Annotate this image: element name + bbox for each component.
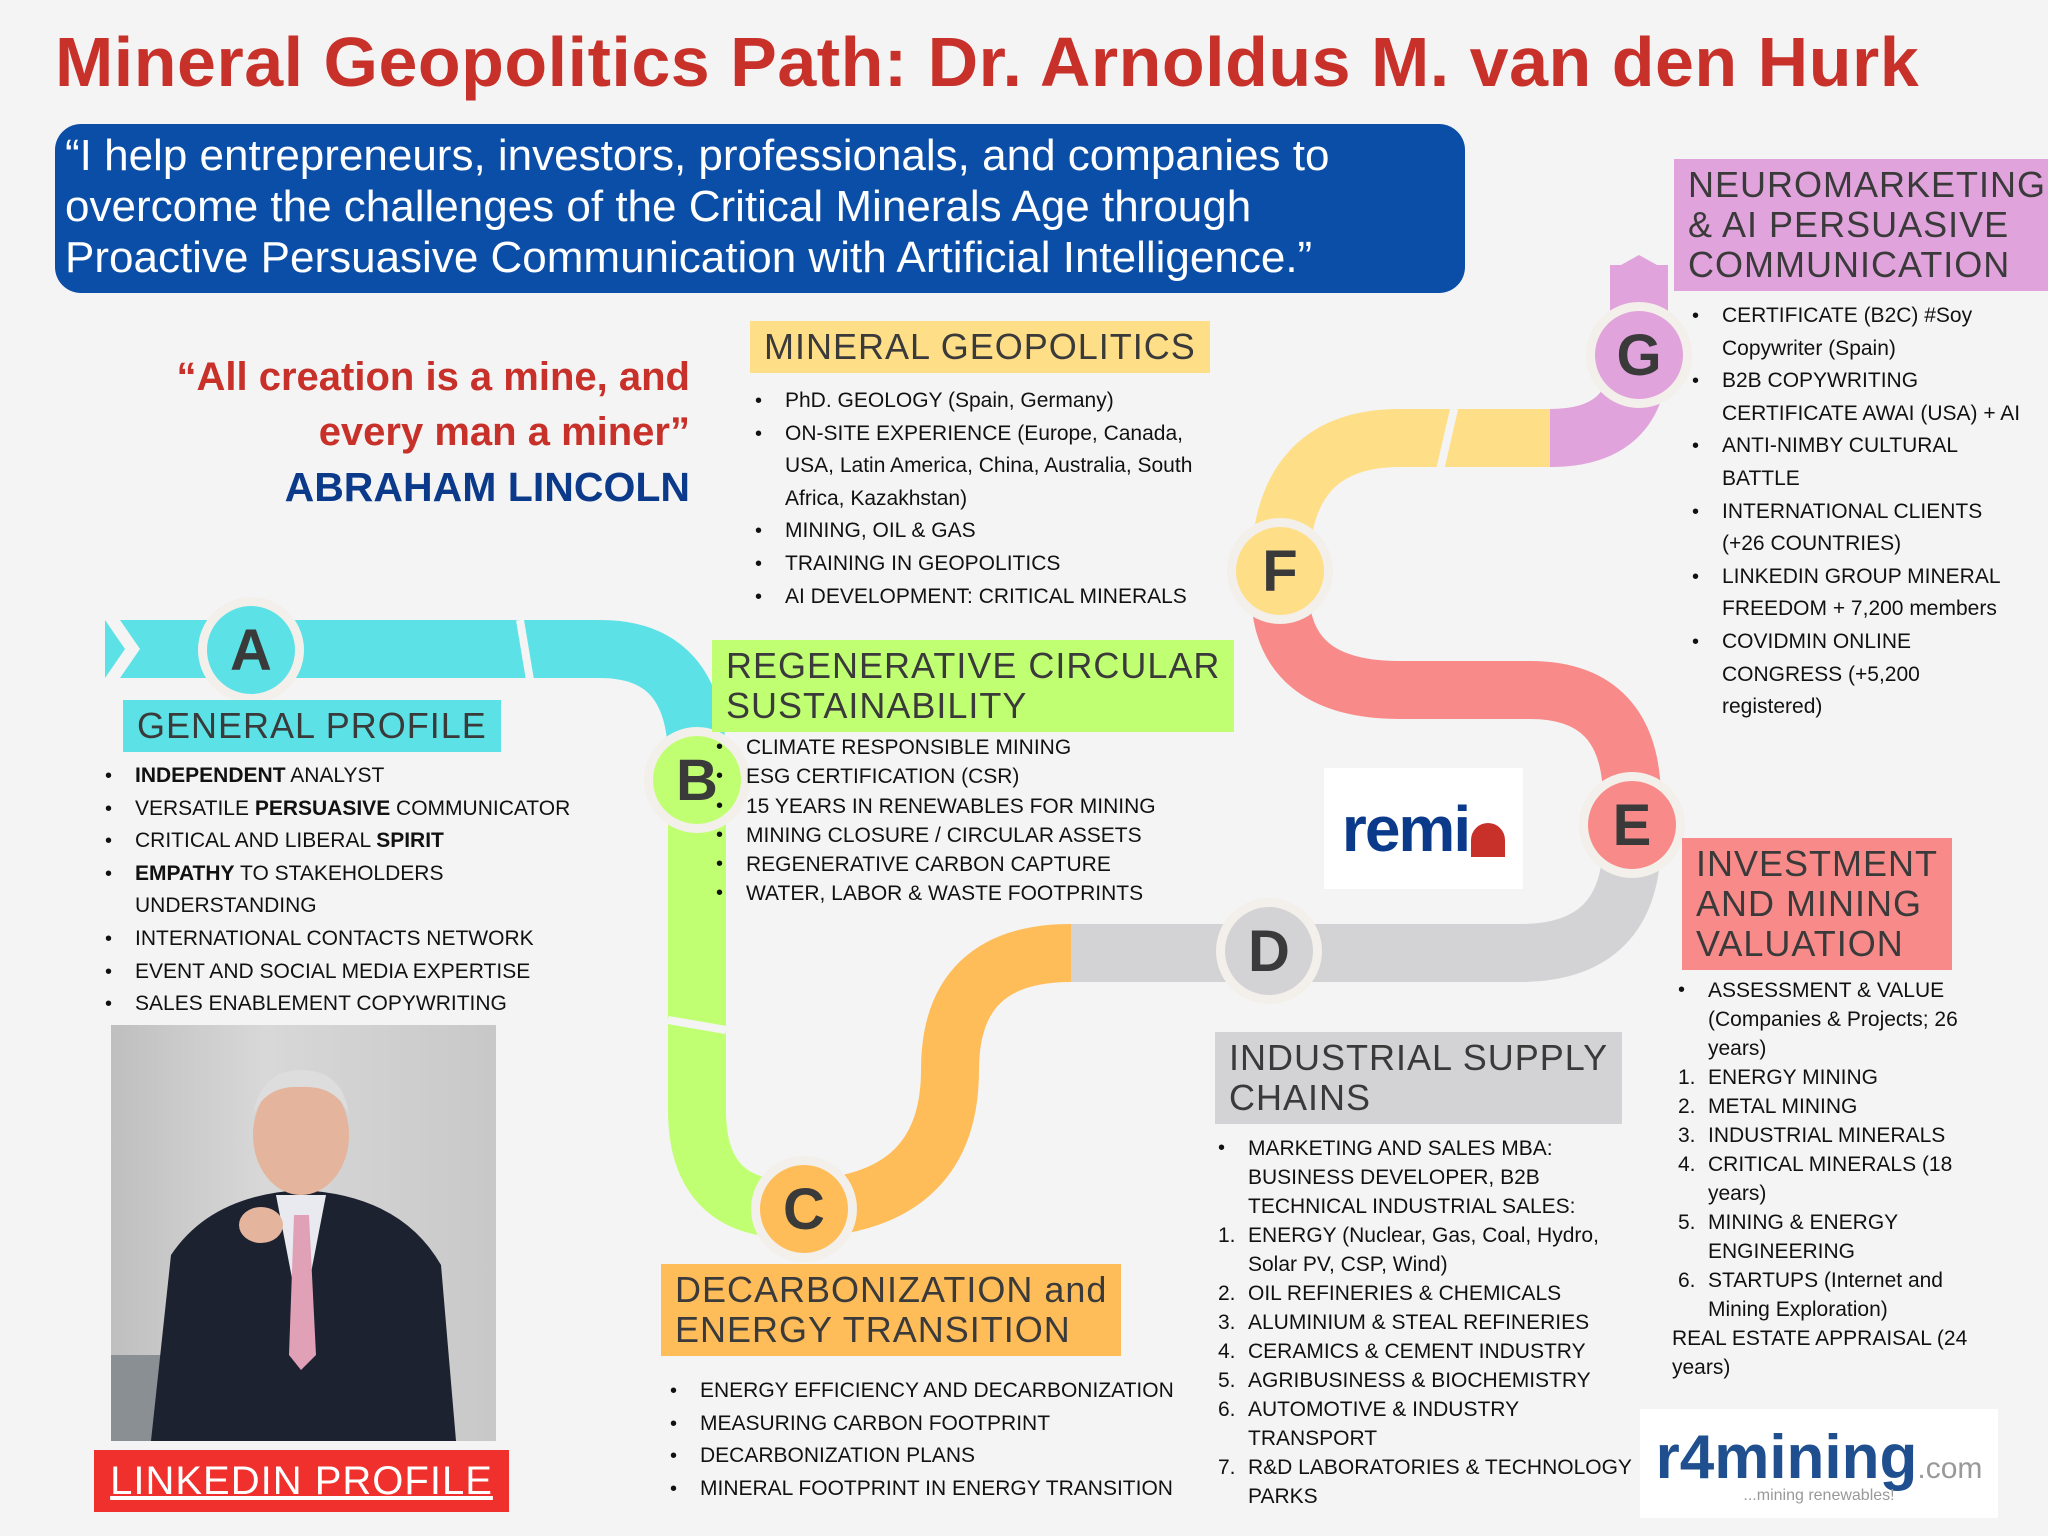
stage-f-marker: F (1227, 518, 1333, 624)
regenerative-label: REGENERATIVE CIRCULAR SUSTAINABILITY (712, 640, 1234, 732)
linkedin-profile-button[interactable]: LINKEDIN PROFILE (94, 1450, 509, 1512)
path-arrowhead-g (1612, 255, 1666, 270)
general-profile-list: • INDEPENDENT ANALYST • VERSATILE PERSUASIVE COMMUNICATOR • CRITICAL AND LIBERAL SPIRIT • EMPATHY TO STAKEHOLDERS UNDERSTANDING • INTERNATIONAL CONTACTS NETWORK • EVENT AND SOCIAL MEDIA EXPERTISE • SALES ENABLEMENT COPYWRITING (105, 760, 625, 1021)
stage-c-marker: C (751, 1156, 857, 1262)
investment-label: INVESTMENT AND MINING VALUATION (1682, 838, 1952, 970)
profile-photo (111, 1025, 496, 1441)
mission-line: overcome the challenges of the Critical Minerals Age through (65, 182, 1252, 231)
stage-d-marker: D (1216, 898, 1322, 1004)
quote-line: “All creation is a mine, and (176, 355, 690, 399)
mineral-geopolitics-list: • PhD. GEOLOGY (Spain, Germany) • ON-SITE EXPERIENCE (Europe, Canada, USA, Latin America, China, Australia, South Africa, Kazakhstan) • MINING, OIL & GAS • TRAINING IN GEOPOLITICS • AI DEVELOPMENT: CRITICAL MINERALS (755, 385, 1225, 613)
mineral-geopolitics-label: MINERAL GEOPOLITICS (750, 321, 1210, 373)
mission-statement (55, 124, 1465, 293)
industrial-supply-list: • MARKETING AND SALES MBA: BUSINESS DEVELOPER, B2B TECHNICAL INDUSTRIAL SALES: 1. ENERGY (Nuclear, Gas, Coal, Hydro, Solar PV, CSP, Wind) 2. OIL REFINERIES & CHEMICALS 3. ALUMINIUM & STEAL REFINERIES 4. CERAMICS & CEMENT INDUSTRY 5. AGRIBUSINESS & BIOCHEMISTRY 6. AUTOMOTIVE & INDUSTRY TRANSPORT 7. R&D LABORATORIES & TECHNOLOGY PARKS (1218, 1134, 1638, 1511)
quote-line: every man a miner” (318, 410, 690, 454)
stage-b-marker: B (644, 727, 750, 833)
stage-e-marker: E (1579, 772, 1685, 878)
stage-a-marker: A (198, 597, 304, 703)
decarbonization-list: • ENERGY EFFICIENCY AND DECARBONIZATION • MEASURING CARBON FOOTPRINT • DECARBONIZATION PLANS • MINERAL FOOTPRINT IN ENERGY TRANSITION (670, 1375, 1230, 1505)
person-portrait-icon (111, 1025, 496, 1441)
quote-author: ABRAHAM LINCOLN (284, 464, 690, 510)
industrial-supply-label: INDUSTRIAL SUPPLY CHAINS (1215, 1032, 1622, 1124)
lincoln-quote (100, 350, 690, 515)
neuromarketing-list: • CERTIFICATE (B2C) #Soy Copywriter (Spain) • B2B COPYWRITING CERTIFICATE AWAI (USA) + AI • ANTI-NIMBY CULTURAL BATTLE • INTERNATIONAL CLIENTS (+26 COUNTRIES) • LINKEDIN GROUP MINERAL FREEDOM + 7,200 members • COVIDMIN ONLINE CONGRESS (+5,200 registered) (1692, 300, 2022, 724)
regenerative-list: • CLIMATE RESPONSIBLE MINING • ESG CERTIFICATION (CSR) • 15 YEARS IN RENEWABLES FOR MINING • MINING CLOSURE / CIRCULAR ASSETS • REGENERATIVE CARBON CAPTURE • WATER, LABOR & WASTE FOOTPRINTS (716, 733, 1216, 909)
r4mining-logo: r4mining.com ...mining renewables! (1640, 1409, 1998, 1518)
neuromarketing-label: NEUROMARKETING & AI PERSUASIVE COMMUNICATION (1674, 159, 2048, 291)
mission-line: “I help entrepreneurs, investors, professionals, and companies to (65, 131, 1330, 180)
decarbonization-label: DECARBONIZATION and ENERGY TRANSITION (661, 1264, 1121, 1356)
page-title: Mineral Geopolitics Path: Dr. Arnoldus M. van den Hurk (55, 23, 1920, 101)
remi-logo: remi (1324, 768, 1523, 889)
general-profile-label: GENERAL PROFILE (123, 700, 501, 752)
mission-line: Proactive Persuasive Communication with Artificial Intelligence.” (65, 233, 1313, 282)
stage-g-marker: G (1586, 302, 1692, 408)
remi-logo-dot-icon (1471, 823, 1505, 857)
investment-list: • ASSESSMENT & VALUE (Companies & Projects; 26 years) 1. ENERGY MINING 2. METAL MINING 3. INDUSTRIAL MINERALS 4. CRITICAL MINERALS (18 years) 5. MINING & ENERGY ENGINEERING 6. STARTUPS (Internet and Mining Exploration) REAL ESTATE APPRAISAL (24 years) (1678, 976, 2008, 1382)
